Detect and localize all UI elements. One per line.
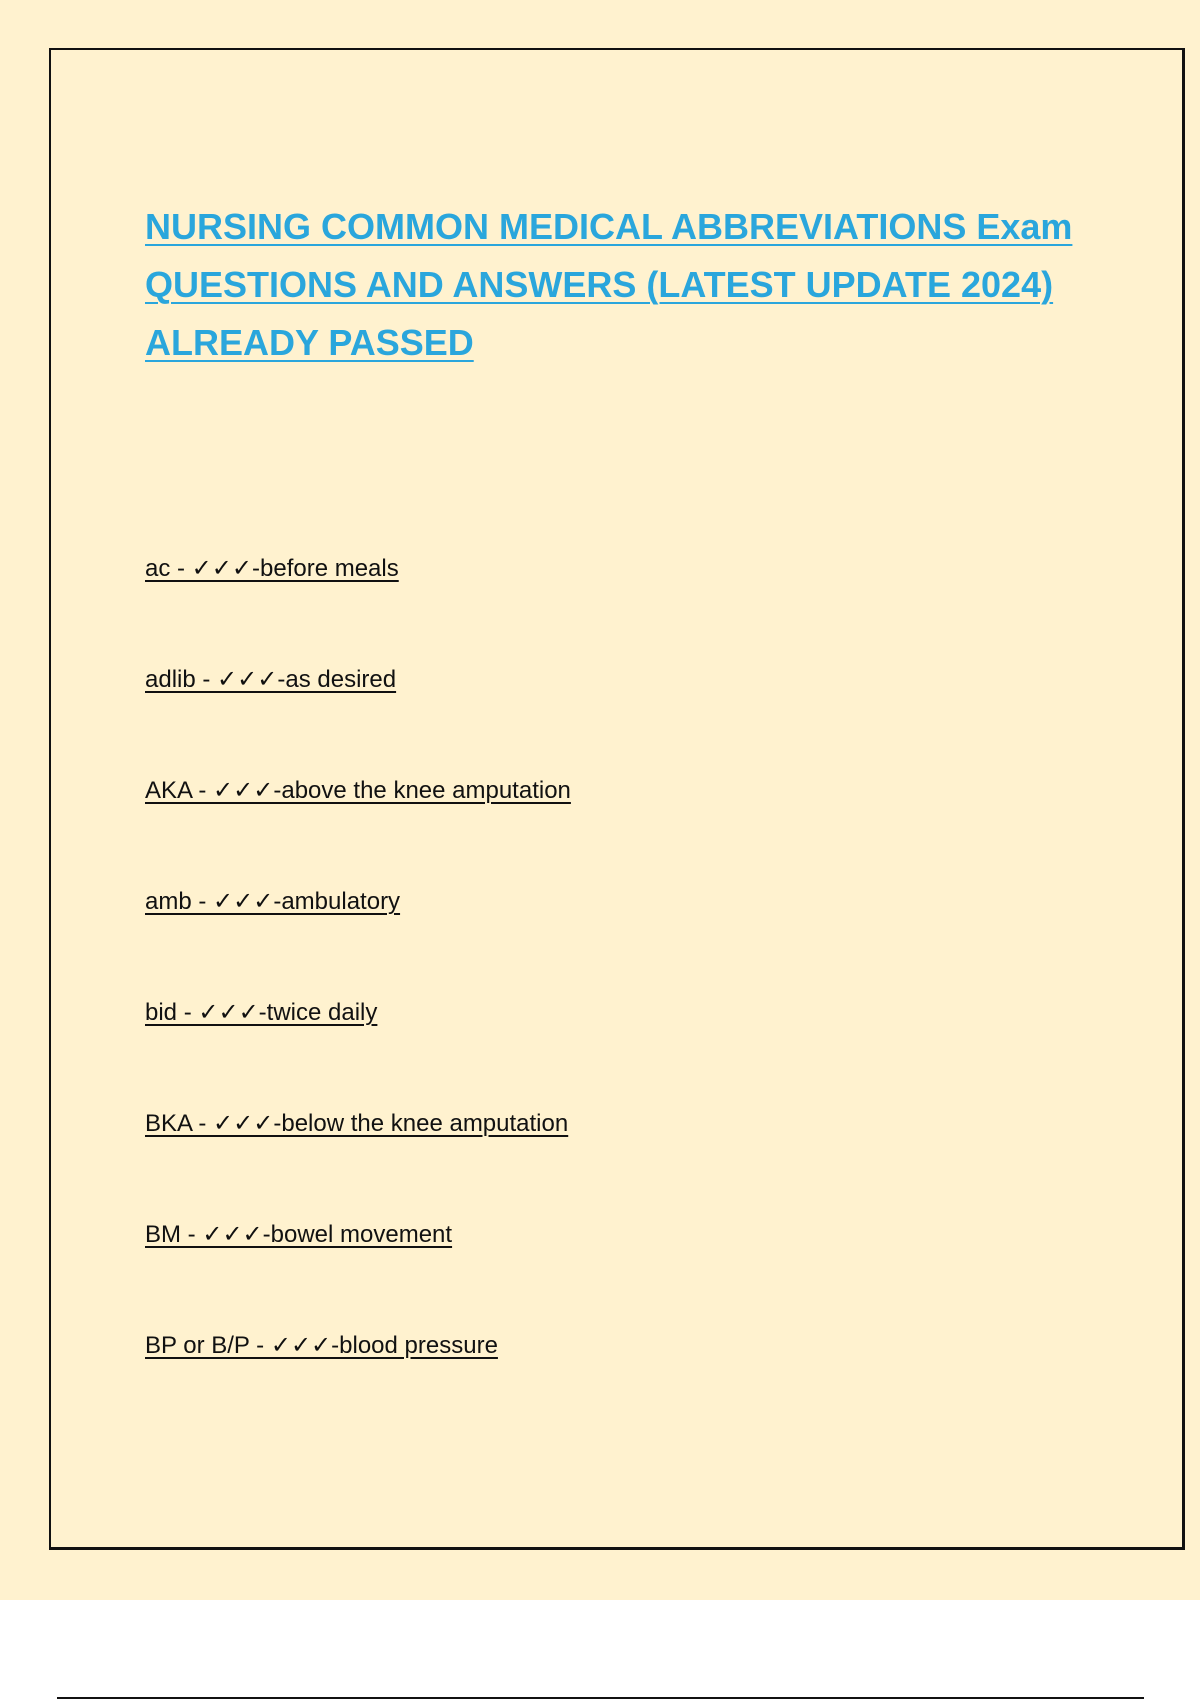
abbreviation-entry: AKA - ✓✓✓-above the knee amputation — [145, 777, 571, 804]
abbreviation-entry: bid - ✓✓✓-twice daily — [145, 999, 378, 1026]
list-item — [145, 996, 571, 1107]
list-item — [145, 774, 571, 885]
abbreviation-entry: BM - ✓✓✓-bowel movement — [145, 1221, 453, 1248]
abbreviation-entry: ac - ✓✓✓-before meals — [145, 555, 399, 582]
abbreviation-entry: BP or B/P - ✓✓✓-blood pressure — [145, 1332, 498, 1359]
abbreviation-entry: BKA - ✓✓✓-below the knee amputation — [145, 1110, 569, 1137]
list-item — [145, 885, 571, 996]
list-item — [145, 1107, 571, 1218]
list-item — [145, 663, 571, 774]
abbreviation-list — [145, 552, 571, 1440]
footer-divider — [57, 1697, 1144, 1699]
abbreviation-entry: adlib - ✓✓✓-as desired — [145, 666, 397, 693]
list-item — [145, 1329, 571, 1440]
list-item — [145, 552, 571, 663]
document-title: NURSING COMMON MEDICAL ABBREVIATIONS Exam QUESTIONS AND ANSWERS (LATEST UPDATE 2024) ALREADY PASSED — [145, 206, 1073, 363]
abbreviation-entry: amb - ✓✓✓-ambulatory — [145, 888, 401, 915]
list-item — [145, 1218, 571, 1329]
